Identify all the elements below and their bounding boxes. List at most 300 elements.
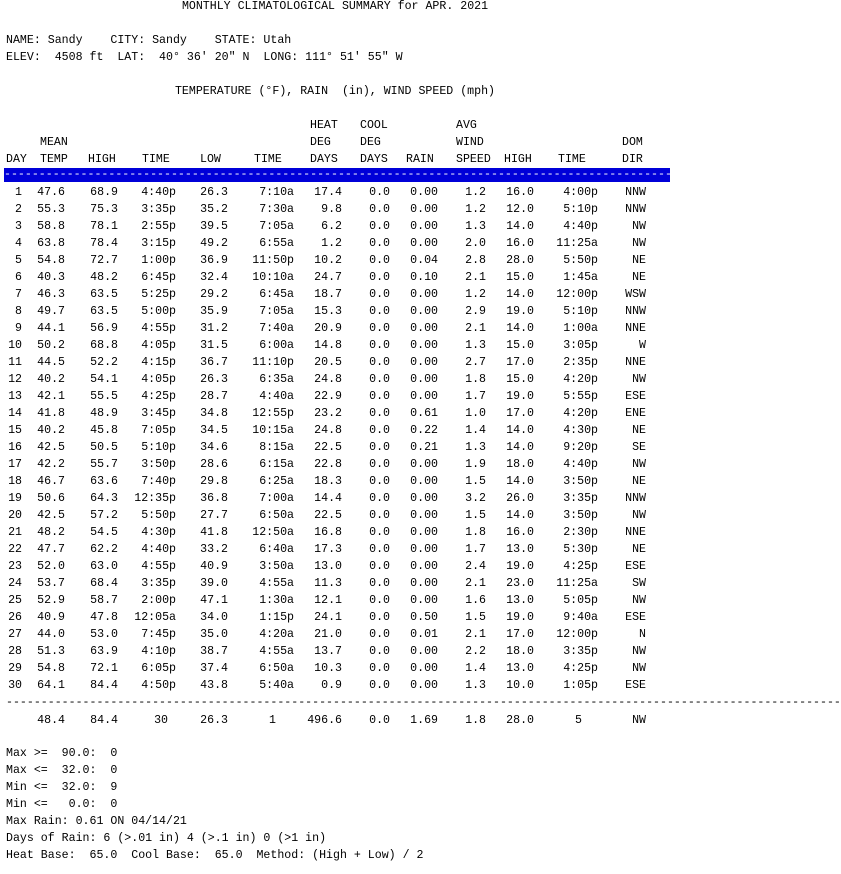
table-cell: 13.0 xyxy=(506,543,534,556)
table-cell: 39.0 xyxy=(200,577,228,590)
table-cell: 7:05a xyxy=(259,305,294,318)
table-cell: 0.50 xyxy=(410,611,438,624)
table-cell: 0.01 xyxy=(410,628,438,641)
table-cell: NNE xyxy=(625,356,646,369)
table-cell: 0.00 xyxy=(410,373,438,386)
table-cell: 6:35a xyxy=(259,373,294,386)
header-cell: HIGH xyxy=(504,153,532,166)
table-cell: 4:40p xyxy=(141,543,176,556)
table-cell: 10.0 xyxy=(506,679,534,692)
table-cell: 40.2 xyxy=(37,424,65,437)
table-cell: 52.2 xyxy=(90,356,118,369)
table-cell: 0.10 xyxy=(410,271,438,284)
table-cell: 15.0 xyxy=(506,271,534,284)
table-cell: 14.4 xyxy=(314,492,342,505)
table-cell: 57.2 xyxy=(90,509,118,522)
table-cell: 3:45p xyxy=(141,407,176,420)
table-cell: 17.0 xyxy=(506,407,534,420)
summary-cell: NW xyxy=(632,714,646,727)
table-cell: 40.3 xyxy=(37,271,65,284)
table-cell: 54.5 xyxy=(90,526,118,539)
table-cell: NE xyxy=(632,254,646,267)
table-cell: 14.0 xyxy=(506,220,534,233)
table-cell: 53.0 xyxy=(90,628,118,641)
table-cell: 78.1 xyxy=(90,220,118,233)
table-cell: W xyxy=(639,339,646,352)
table-cell: 3:50a xyxy=(259,560,294,573)
table-cell: NE xyxy=(632,271,646,284)
table-cell: 4:25p xyxy=(563,662,598,675)
station-info: NAME: Sandy CITY: Sandy STATE: Utah xyxy=(6,34,292,47)
table-cell: 6:00a xyxy=(259,339,294,352)
table-cell: 0.9 xyxy=(321,679,342,692)
units-line: TEMPERATURE (°F), RAIN (in), WIND SPEED (mph) xyxy=(174,85,496,98)
table-cell: 0.22 xyxy=(410,424,438,437)
table-cell: 0.0 xyxy=(369,611,390,624)
table-cell: 42.2 xyxy=(37,458,65,471)
table-cell: 22 xyxy=(8,543,22,556)
table-cell: 23.2 xyxy=(314,407,342,420)
table-cell: 14.0 xyxy=(506,509,534,522)
table-cell: 1.6 xyxy=(465,594,486,607)
table-cell: 19.0 xyxy=(506,390,534,403)
table-cell: 14.0 xyxy=(506,441,534,454)
table-cell: 4:50p xyxy=(141,679,176,692)
table-cell: 4:55a xyxy=(259,645,294,658)
table-cell: 9:40a xyxy=(563,611,598,624)
header-cell: DAYS xyxy=(360,153,388,166)
table-cell: 0.00 xyxy=(410,594,438,607)
table-cell: 34.0 xyxy=(200,611,228,624)
table-cell: 0.0 xyxy=(369,441,390,454)
table-cell: 68.4 xyxy=(90,577,118,590)
footer-line: Min <= 32.0: 9 xyxy=(6,781,118,794)
summary-cell: 496.6 xyxy=(307,714,342,727)
table-cell: 1:00a xyxy=(563,322,598,335)
table-cell: 34.5 xyxy=(200,424,228,437)
table-cell: 44.5 xyxy=(37,356,65,369)
table-cell: 48.2 xyxy=(90,271,118,284)
summary-cell: 0.0 xyxy=(369,714,390,727)
report-title: MONTHLY CLIMATOLOGICAL SUMMARY for APR. 2021 xyxy=(181,0,489,13)
header-divider: ------------------------------------------------------------------------------------------------------------------------ xyxy=(4,168,839,181)
table-cell: 47.7 xyxy=(37,543,65,556)
table-cell: 0.0 xyxy=(369,322,390,335)
table-cell: N xyxy=(639,628,646,641)
table-cell: 0.0 xyxy=(369,560,390,573)
table-cell: 26 xyxy=(8,611,22,624)
table-cell: 28 xyxy=(8,645,22,658)
table-cell: 46.3 xyxy=(37,288,65,301)
table-cell: 0.0 xyxy=(369,458,390,471)
table-cell: 17.0 xyxy=(506,628,534,641)
table-cell: 2.0 xyxy=(465,237,486,250)
table-cell: NE xyxy=(632,424,646,437)
table-cell: 34.6 xyxy=(200,441,228,454)
table-cell: 5:10p xyxy=(563,203,598,216)
table-cell: 52.9 xyxy=(37,594,65,607)
header-cell: SPEED xyxy=(456,153,491,166)
header-cell: DAY xyxy=(6,153,27,166)
table-cell: 36.8 xyxy=(200,492,228,505)
table-cell: 0.00 xyxy=(410,645,438,658)
table-cell: 1.3 xyxy=(465,441,486,454)
table-cell: 1.7 xyxy=(465,543,486,556)
table-cell: 0.00 xyxy=(410,526,438,539)
table-cell: 26.3 xyxy=(200,373,228,386)
table-cell: 1.2 xyxy=(321,237,342,250)
table-cell: 55.5 xyxy=(90,390,118,403)
table-cell: 5:40a xyxy=(259,679,294,692)
table-cell: 0.00 xyxy=(410,203,438,216)
table-cell: 5:10p xyxy=(141,441,176,454)
table-cell: 1:05p xyxy=(563,679,598,692)
footer-line: Min <= 0.0: 0 xyxy=(6,798,118,811)
table-cell: 15.3 xyxy=(314,305,342,318)
table-cell: 9:20p xyxy=(563,441,598,454)
table-cell: 6:40a xyxy=(259,543,294,556)
table-cell: 6:45p xyxy=(141,271,176,284)
table-cell: 8 xyxy=(15,305,22,318)
table-cell: SE xyxy=(632,441,646,454)
table-cell: 50.5 xyxy=(90,441,118,454)
table-cell: 40.9 xyxy=(200,560,228,573)
table-cell: 0.0 xyxy=(369,237,390,250)
table-cell: 0.00 xyxy=(410,220,438,233)
header-cell: AVG xyxy=(456,119,477,132)
table-cell: 0.0 xyxy=(369,356,390,369)
header-cell: DAYS xyxy=(310,153,338,166)
table-cell: 36.7 xyxy=(200,356,228,369)
table-cell: 47.8 xyxy=(90,611,118,624)
table-cell: 4:55p xyxy=(141,560,176,573)
header-cell: DEG xyxy=(310,136,331,149)
table-cell: 28.6 xyxy=(200,458,228,471)
table-cell: 12:35p xyxy=(134,492,176,505)
table-cell: 18.3 xyxy=(314,475,342,488)
table-cell: 19.0 xyxy=(506,305,534,318)
table-cell: 0.00 xyxy=(410,679,438,692)
table-cell: 0.0 xyxy=(369,339,390,352)
table-cell: 11:10p xyxy=(252,356,294,369)
table-cell: 4:30p xyxy=(563,424,598,437)
table-cell: 1.9 xyxy=(465,458,486,471)
table-cell: 29.8 xyxy=(200,475,228,488)
table-cell: 0.0 xyxy=(369,492,390,505)
table-cell: 11.3 xyxy=(314,577,342,590)
table-cell: 0.0 xyxy=(369,645,390,658)
table-cell: 3:50p xyxy=(563,509,598,522)
table-cell: 55.3 xyxy=(37,203,65,216)
table-cell: 3:35p xyxy=(141,203,176,216)
table-cell: 27.7 xyxy=(200,509,228,522)
table-cell: NNW xyxy=(625,305,646,318)
table-cell: 37.4 xyxy=(200,662,228,675)
table-cell: 22.8 xyxy=(314,458,342,471)
table-cell: 30 xyxy=(8,679,22,692)
table-cell: 4:40p xyxy=(563,458,598,471)
table-cell: 84.4 xyxy=(90,679,118,692)
table-cell: 32.4 xyxy=(200,271,228,284)
table-cell: 0.0 xyxy=(369,475,390,488)
table-cell: 2:55p xyxy=(141,220,176,233)
table-cell: 20 xyxy=(8,509,22,522)
table-cell: 6:45a xyxy=(259,288,294,301)
table-cell: NW xyxy=(632,662,646,675)
table-cell: 64.3 xyxy=(90,492,118,505)
table-cell: 15 xyxy=(8,424,22,437)
table-cell: 15.0 xyxy=(506,339,534,352)
table-cell: 9.8 xyxy=(321,203,342,216)
table-cell: 6:25a xyxy=(259,475,294,488)
table-cell: 10.2 xyxy=(314,254,342,267)
table-cell: 42.5 xyxy=(37,509,65,522)
table-cell: 4:40p xyxy=(563,220,598,233)
table-cell: 0.0 xyxy=(369,373,390,386)
table-cell: 1:30a xyxy=(259,594,294,607)
table-cell: 1.4 xyxy=(465,424,486,437)
table-cell: 0.0 xyxy=(369,220,390,233)
header-cell: DEG xyxy=(360,136,381,149)
table-cell: 22.5 xyxy=(314,509,342,522)
table-cell: 11:25a xyxy=(556,577,598,590)
table-cell: 47.6 xyxy=(37,186,65,199)
table-cell: 48.2 xyxy=(37,526,65,539)
table-cell: 10 xyxy=(8,339,22,352)
table-cell: 17 xyxy=(8,458,22,471)
summary-divider: ------------------------------------------------------------------------------------------------------------------------ xyxy=(6,696,841,709)
table-cell: 7:40a xyxy=(259,322,294,335)
summary-cell: 1.69 xyxy=(410,714,438,727)
table-cell: 13.7 xyxy=(314,645,342,658)
table-cell: 41.8 xyxy=(200,526,228,539)
table-cell: 24.1 xyxy=(314,611,342,624)
table-cell: 6:05p xyxy=(141,662,176,675)
table-cell: 50.2 xyxy=(37,339,65,352)
table-cell: 29.2 xyxy=(200,288,228,301)
table-cell: 0.00 xyxy=(410,492,438,505)
table-cell: 5:00p xyxy=(141,305,176,318)
table-cell: NNE xyxy=(625,526,646,539)
table-cell: 12:55p xyxy=(252,407,294,420)
table-cell: NNW xyxy=(625,203,646,216)
table-cell: 1.3 xyxy=(465,220,486,233)
station-location: ELEV: 4508 ft LAT: 40° 36' 20" N LONG: 111° 51' 55" W xyxy=(6,51,403,64)
table-cell: 25 xyxy=(8,594,22,607)
table-cell: 0.00 xyxy=(410,339,438,352)
table-cell: 0.0 xyxy=(369,424,390,437)
table-cell: 16.0 xyxy=(506,237,534,250)
table-cell: 10:15a xyxy=(252,424,294,437)
table-cell: 1:45a xyxy=(563,271,598,284)
table-cell: 4:10p xyxy=(141,645,176,658)
table-cell: 22.5 xyxy=(314,441,342,454)
table-cell: 12 xyxy=(8,373,22,386)
table-cell: 0.0 xyxy=(369,390,390,403)
table-cell: 20.9 xyxy=(314,322,342,335)
table-cell: 0.0 xyxy=(369,594,390,607)
summary-cell: 30 xyxy=(154,714,168,727)
table-cell: 12:00p xyxy=(556,288,598,301)
table-cell: SW xyxy=(632,577,646,590)
table-cell: 1.0 xyxy=(465,407,486,420)
table-cell: 0.0 xyxy=(369,288,390,301)
table-cell: ESE xyxy=(625,390,646,403)
table-cell: 3:50p xyxy=(141,458,176,471)
table-cell: 1.2 xyxy=(465,186,486,199)
table-cell: 13 xyxy=(8,390,22,403)
table-cell: 1.7 xyxy=(465,390,486,403)
table-cell: 49.7 xyxy=(37,305,65,318)
table-cell: 2 xyxy=(15,203,22,216)
table-cell: 6.2 xyxy=(321,220,342,233)
table-cell: 4 xyxy=(15,237,22,250)
table-cell: 2.1 xyxy=(465,271,486,284)
table-cell: 23 xyxy=(8,560,22,573)
table-cell: 4:25p xyxy=(141,390,176,403)
table-cell: 2.9 xyxy=(465,305,486,318)
table-cell: 1:15p xyxy=(259,611,294,624)
table-cell: ESE xyxy=(625,679,646,692)
table-cell: 4:55a xyxy=(259,577,294,590)
table-cell: 5:30p xyxy=(563,543,598,556)
table-cell: 35.9 xyxy=(200,305,228,318)
table-cell: 3:05p xyxy=(563,339,598,352)
table-cell: 17.3 xyxy=(314,543,342,556)
table-cell: 1.5 xyxy=(465,611,486,624)
table-cell: 0.0 xyxy=(369,305,390,318)
table-cell: 0.0 xyxy=(369,186,390,199)
table-cell: 28.7 xyxy=(200,390,228,403)
table-cell: 28.0 xyxy=(506,254,534,267)
table-cell: 4:30p xyxy=(141,526,176,539)
table-cell: 7:45p xyxy=(141,628,176,641)
table-cell: 1.2 xyxy=(465,288,486,301)
table-cell: 42.1 xyxy=(37,390,65,403)
table-cell: 39.5 xyxy=(200,220,228,233)
table-cell: 3:35p xyxy=(141,577,176,590)
table-cell: 12.0 xyxy=(506,203,534,216)
table-cell: 72.1 xyxy=(90,662,118,675)
footer-line: Max >= 90.0: 0 xyxy=(6,747,118,760)
table-cell: ESE xyxy=(625,611,646,624)
table-cell: 0.21 xyxy=(410,441,438,454)
header-cell: LOW xyxy=(200,153,221,166)
table-cell: 4:05p xyxy=(141,373,176,386)
table-cell: 16.0 xyxy=(506,526,534,539)
table-cell: 0.0 xyxy=(369,407,390,420)
table-cell: 17.4 xyxy=(314,186,342,199)
table-cell: 63.9 xyxy=(90,645,118,658)
table-cell: 7:05p xyxy=(141,424,176,437)
table-cell: 0.0 xyxy=(369,509,390,522)
table-cell: 1.3 xyxy=(465,339,486,352)
table-cell: 9 xyxy=(15,322,22,335)
table-cell: 14.0 xyxy=(506,322,534,335)
table-cell: NW xyxy=(632,237,646,250)
summary-cell: 1 xyxy=(269,714,276,727)
header-cell: TIME xyxy=(142,153,170,166)
table-cell: 35.0 xyxy=(200,628,228,641)
table-cell: 3:35p xyxy=(563,645,598,658)
table-cell: 6:50a xyxy=(259,509,294,522)
table-cell: 0.00 xyxy=(410,475,438,488)
table-cell: 12:05a xyxy=(134,611,176,624)
table-cell: 63.6 xyxy=(90,475,118,488)
table-cell: 2.1 xyxy=(465,628,486,641)
table-cell: 40.9 xyxy=(37,611,65,624)
table-cell: 31.5 xyxy=(200,339,228,352)
table-cell: NW xyxy=(632,594,646,607)
table-cell: 2:00p xyxy=(141,594,176,607)
table-cell: 0.00 xyxy=(410,662,438,675)
table-cell: NNW xyxy=(625,186,646,199)
table-cell: 21 xyxy=(8,526,22,539)
table-cell: 72.7 xyxy=(90,254,118,267)
table-cell: 38.7 xyxy=(200,645,228,658)
table-cell: 5:05p xyxy=(563,594,598,607)
table-cell: 1.8 xyxy=(465,373,486,386)
table-cell: 49.2 xyxy=(200,237,228,250)
table-cell: 18 xyxy=(8,475,22,488)
header-cell: HIGH xyxy=(88,153,116,166)
table-cell: 5:25p xyxy=(141,288,176,301)
table-cell: 13.0 xyxy=(314,560,342,573)
table-cell: 46.7 xyxy=(37,475,65,488)
summary-cell: 84.4 xyxy=(90,714,118,727)
table-cell: 0.0 xyxy=(369,662,390,675)
table-cell: 5:10p xyxy=(563,305,598,318)
footer-line: Max Rain: 0.61 ON 04/14/21 xyxy=(6,815,187,828)
header-cell: TIME xyxy=(254,153,282,166)
table-cell: 1.8 xyxy=(465,526,486,539)
table-cell: 1.5 xyxy=(465,509,486,522)
table-cell: 42.5 xyxy=(37,441,65,454)
table-cell: 14 xyxy=(8,407,22,420)
table-cell: 5:55p xyxy=(563,390,598,403)
table-cell: 0.0 xyxy=(369,679,390,692)
table-cell: 63.5 xyxy=(90,288,118,301)
table-cell: 7:30a xyxy=(259,203,294,216)
table-cell: NNW xyxy=(625,492,646,505)
table-cell: 4:40p xyxy=(141,186,176,199)
table-cell: 14.0 xyxy=(506,424,534,437)
table-cell: 3:15p xyxy=(141,237,176,250)
table-cell: 5 xyxy=(15,254,22,267)
header-cell: DOM xyxy=(622,136,643,149)
table-cell: 6:55a xyxy=(259,237,294,250)
table-cell: 0.00 xyxy=(410,509,438,522)
table-cell: 10.3 xyxy=(314,662,342,675)
table-cell: 19 xyxy=(8,492,22,505)
table-cell: 19.0 xyxy=(506,560,534,573)
table-cell: 20.5 xyxy=(314,356,342,369)
table-cell: 0.0 xyxy=(369,271,390,284)
table-cell: 31.2 xyxy=(200,322,228,335)
table-cell: 14.0 xyxy=(506,288,534,301)
table-cell: 55.7 xyxy=(90,458,118,471)
table-cell: NNE xyxy=(625,322,646,335)
table-cell: 0.00 xyxy=(410,577,438,590)
table-cell: 21.0 xyxy=(314,628,342,641)
table-cell: NW xyxy=(632,373,646,386)
table-cell: 0.0 xyxy=(369,543,390,556)
header-cell: MEAN xyxy=(40,136,68,149)
table-cell: 35.2 xyxy=(200,203,228,216)
table-cell: 63.0 xyxy=(90,560,118,573)
table-cell: 3:50p xyxy=(563,475,598,488)
table-cell: NW xyxy=(632,220,646,233)
